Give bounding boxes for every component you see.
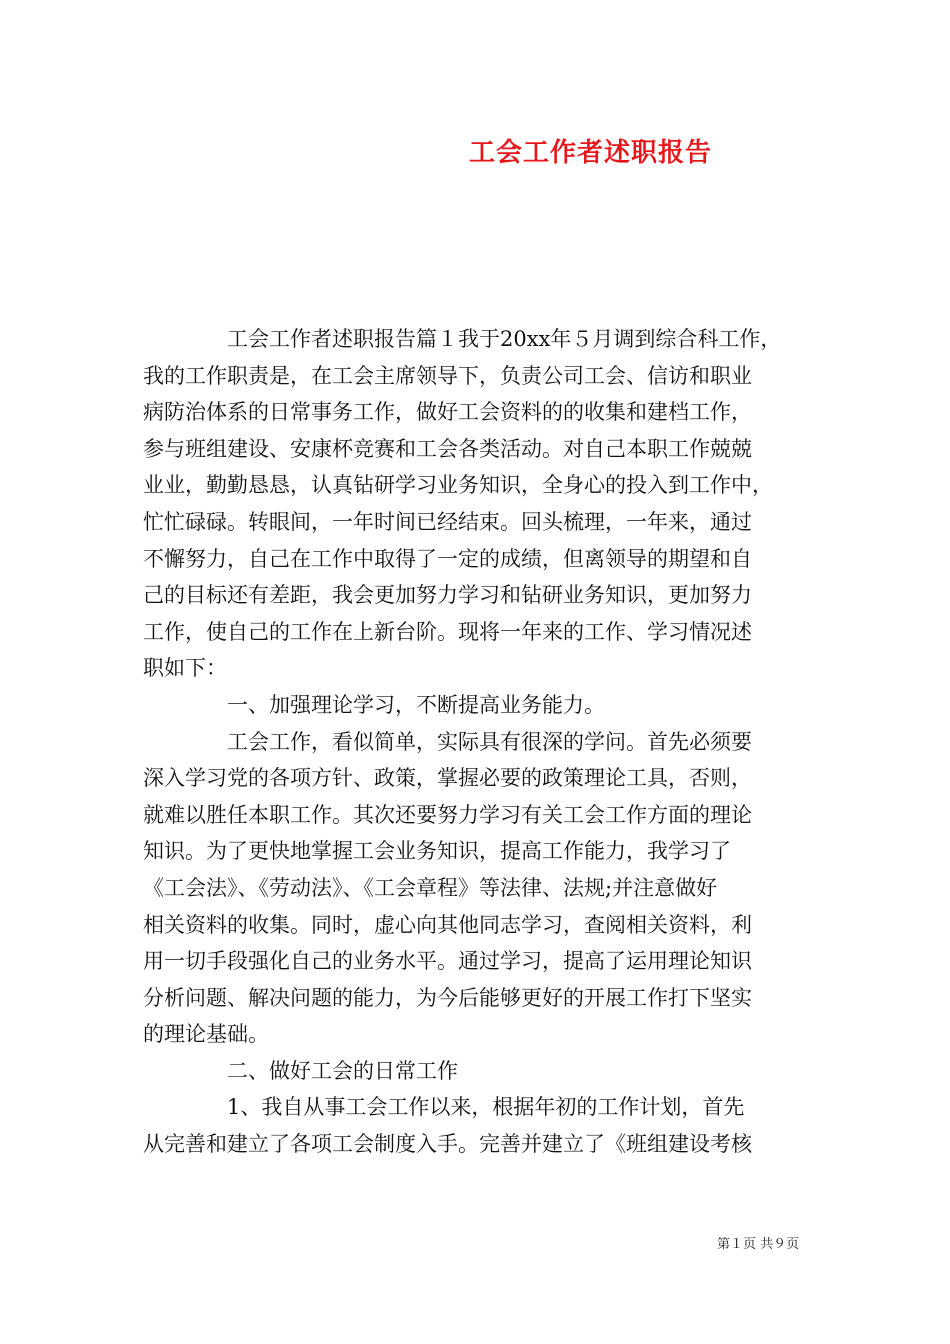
body-line: 工作，使自己的工作在上新台阶。现将一年来的工作、学习情况述 [143,619,752,644]
body-line: 己的目标还有差距，我会更加努力学习和钻研业务知识，更加努力 [143,583,752,608]
body-line: 就难以胜任本职工作。其次还要努力学习有关工会工作方面的理论 [143,802,752,827]
body-line: 病防治体系的日常事务工作，做好工会资料的的收集和建档工作， [143,400,752,425]
body-line: 业业，勤勤恳恳，认真钻研学习业务知识，全身心的投入到工作中， [143,473,773,498]
body-line: 相关资料的收集。同时，虚心向其他同志学习，查阅相关资料，利 [143,912,752,937]
body-line: 深入学习党的各项方针、政策，掌握必要的政策理论工具，否则， [143,766,752,791]
section-heading: 一、加强理论学习，不断提高业务能力。 [143,692,605,717]
body-line: 职如下： [143,656,227,681]
body-line: 用一切手段强化自己的业务水平。通过学习，提高了运用理论知识 [143,949,752,974]
body-line: 1、我自从事工会工作以来，根据年初的工作计划，首先 [143,1095,745,1120]
body-line: 参与班组建设、安康杯竞赛和工会各类活动。对自己本职工作兢兢 [143,436,752,461]
body-line: 的理论基础。 [143,1022,269,1047]
document-body [143,321,811,1163]
body-line: 《工会法》、《劳动法》、《工会章程》等法律、法规;并注意做好 [143,875,718,900]
body-line: 从完善和建立了各项工会制度入手。完善并建立了《班组建设考核 [143,1132,752,1157]
body-line: 不懈努力，自己在工作中取得了一定的成绩，但离领导的期望和自 [143,546,752,571]
document-title: 工会工作者述职报告 [469,138,713,168]
body-line: 工会工作，看似简单，实际具有很深的学问。首先必须要 [143,729,752,754]
body-line: 知识。为了更快地掌握工会业务知识，提高工作能力，我学习了 [143,839,731,864]
section-heading: 二、做好工会的日常工作 [143,1058,458,1083]
body-line: 忙忙碌碌。转眼间，一年时间已经结束。回头梳理，一年来，通过 [143,509,752,534]
body-line: 分析问题、解决问题的能力，为今后能够更好的开展工作打下坚实 [143,985,752,1010]
page-number-footer: 第１页 共９页 [717,1237,800,1252]
body-line: 工会工作者述职报告篇１我于20xx年５月调到综合科工作， [143,327,782,351]
body-line: 我的工作职责是，在工会主席领导下，负责公司工会、信访和职业 [143,363,752,388]
